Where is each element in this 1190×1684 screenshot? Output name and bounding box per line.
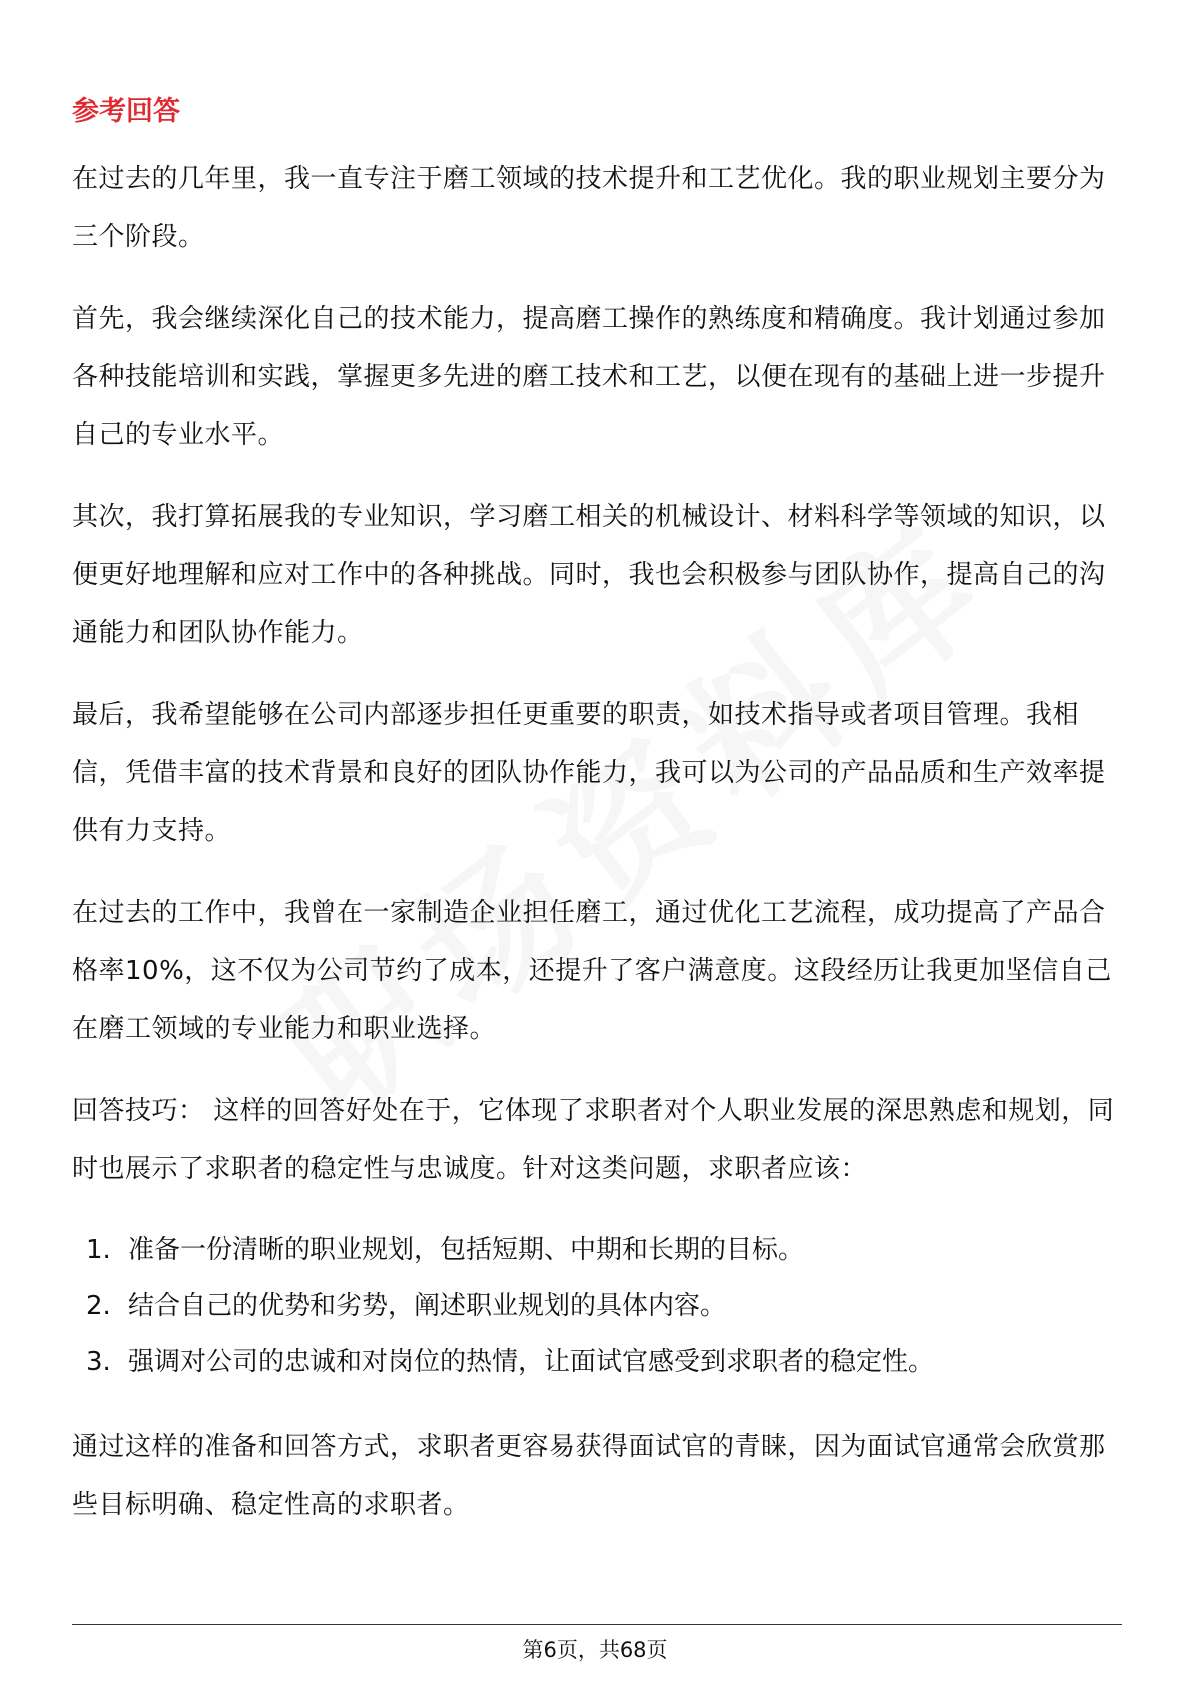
page-number: 第6页，共68页 xyxy=(522,1638,668,1662)
list-item-number: 1. xyxy=(86,1235,111,1265)
paragraph-intro: 在过去的几年里，我一直专注于磨工领域的技术提升和工艺优化。我的职业规划主要分为三个阶段。 xyxy=(72,164,1106,252)
list-item-text: 结合自己的优势和劣势，阐述职业规划的具体内容。 xyxy=(128,1291,727,1321)
list-item xyxy=(72,1334,1122,1390)
paragraph-first: 首先，我会继续深化自己的技术能力，提高磨工操作的熟练度和精确度。我计划通过参加各种技能培训和实践，掌握更多先进的磨工技术和工艺，以便在现有的基础上进一步提升自己的专业水平。 xyxy=(72,304,1106,450)
paragraph-closing: 通过这样的准备和回答方式，求职者更容易获得面试官的青睐，因为面试官通常会欣赏那些目标明确、稳定性高的求职者。 xyxy=(72,1432,1106,1520)
footer-divider xyxy=(72,1624,1122,1625)
document-body xyxy=(72,92,1122,1558)
list-item xyxy=(72,1278,1122,1334)
list-item-text: 强调对公司的忠诚和对岗位的热情，让面试官感受到求职者的稳定性。 xyxy=(128,1347,935,1377)
paragraph-tips-intro: 回答技巧： 这样的回答好处在于，它体现了求职者对个人职业发展的深思熟虑和规划，同时也展示了求职者的稳定性与忠诚度。针对这类问题，求职者应该： xyxy=(72,1096,1115,1184)
section-title: 参考回答 xyxy=(72,96,180,127)
list-item-number: 3. xyxy=(86,1347,111,1377)
tips-list xyxy=(72,1222,1122,1390)
list-item-text: 准备一份清晰的职业规划，包括短期、中期和长期的目标。 xyxy=(128,1235,805,1265)
list-item-number: 2. xyxy=(86,1291,111,1321)
paragraph-last: 最后，我希望能够在公司内部逐步担任更重要的职责，如技术指导或者项目管理。我相信，凭借丰富的技术背景和良好的团队协作能力，我可以为公司的产品品质和生产效率提供有力支持。 xyxy=(72,700,1106,846)
list-item xyxy=(72,1222,1122,1278)
paragraph-experience: 在过去的工作中，我曾在一家制造企业担任磨工，通过优化工艺流程，成功提高了产品合格率10%，这不仅为公司节约了成本，还提升了客户满意度。这段经历让我更加坚信自己在磨工领域的专业能力和职业选择。 xyxy=(72,898,1112,1044)
paragraph-second: 其次，我打算拓展我的专业知识，学习磨工相关的机械设计、材料科学等领域的知识，以便更好地理解和应对工作中的各种挑战。同时，我也会积极参与团队协作，提高自己的沟通能力和团队协作能力。 xyxy=(72,502,1106,648)
